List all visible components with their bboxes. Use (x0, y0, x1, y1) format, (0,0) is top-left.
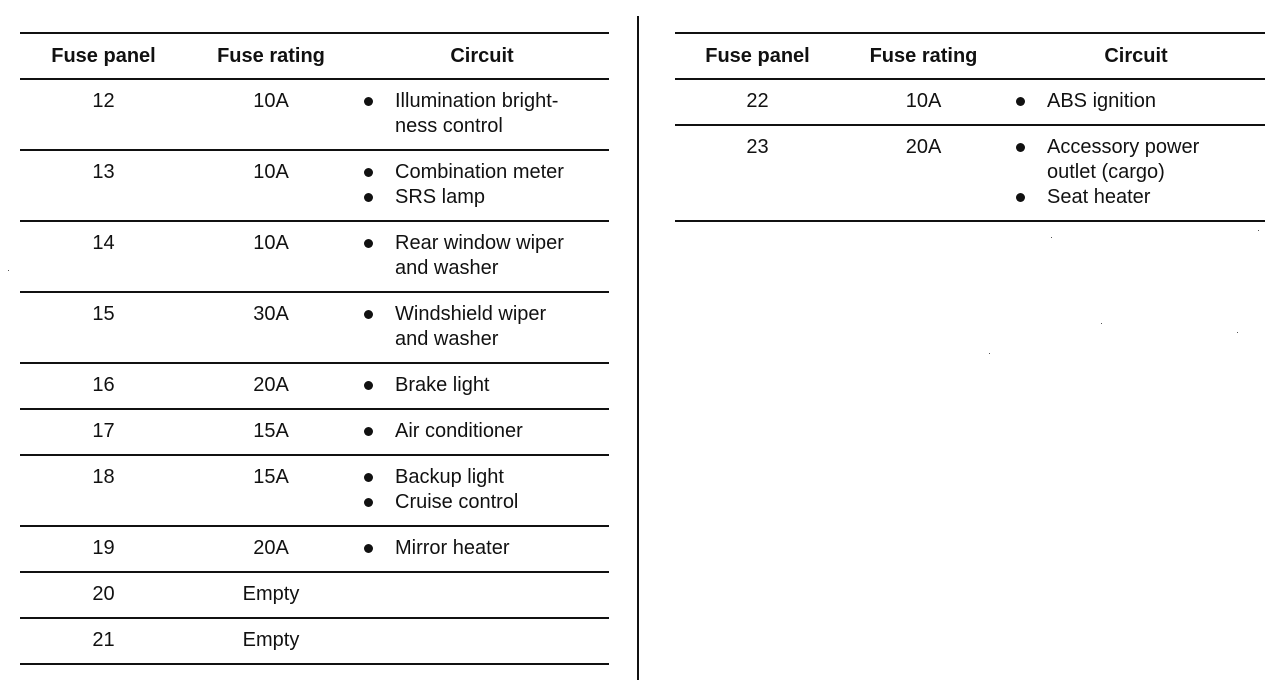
table-row (20, 292, 609, 363)
circuit-label: Backup light (395, 466, 504, 488)
circuit-item (355, 160, 609, 185)
fuse-rating-cell: 20A (187, 363, 355, 409)
circuit-label: Seat heater (1047, 186, 1151, 208)
circuit-cell (355, 455, 609, 526)
circuit-item (355, 373, 609, 398)
circuit-cell (355, 409, 609, 455)
circuit-list (355, 160, 609, 210)
fuse-panel-cell: 14 (20, 221, 187, 292)
circuit-cell (355, 572, 609, 618)
scan-speck (1051, 237, 1052, 238)
header-fuse-panel: Fuse panel (675, 33, 840, 79)
circuit-item (1007, 89, 1265, 114)
fuse-rating-cell: 10A (840, 79, 1007, 125)
circuit-list (355, 536, 609, 561)
fuse-panel-cell: 23 (675, 125, 840, 221)
table-row (675, 79, 1265, 125)
circuit-label: Air conditioner (395, 420, 523, 442)
fuse-rating-cell: 20A (187, 526, 355, 572)
circuit-list (355, 231, 609, 281)
fuse-table-left (20, 32, 609, 665)
circuit-cell (355, 150, 609, 221)
fuse-panel-cell: 20 (20, 572, 187, 618)
fuse-table-right (675, 32, 1265, 222)
circuit-item (355, 536, 609, 561)
circuit-item (355, 465, 609, 490)
fuse-rating-cell: Empty (187, 572, 355, 618)
header-circuit: Circuit (355, 33, 609, 79)
header-circuit: Circuit (1007, 33, 1265, 79)
table-row (20, 221, 609, 292)
circuit-list (355, 373, 609, 398)
circuit-cell (355, 526, 609, 572)
fuse-panel-cell: 16 (20, 363, 187, 409)
circuit-item (355, 490, 609, 515)
table-row (20, 150, 609, 221)
circuit-label: Accessory power outlet (cargo) (1047, 136, 1200, 183)
circuit-label: SRS lamp (395, 186, 486, 208)
circuit-item (355, 302, 609, 352)
circuit-item (1007, 135, 1265, 185)
fuse-panel-cell: 15 (20, 292, 187, 363)
fuse-rating-cell: 30A (187, 292, 355, 363)
fuse-rating-cell: Empty (187, 618, 355, 664)
table-row (20, 526, 609, 572)
scan-speck (1237, 332, 1238, 333)
circuit-label: Rear window wiper and washer (395, 232, 564, 279)
fuse-rating-cell: 10A (187, 150, 355, 221)
header-row (675, 33, 1265, 79)
table-row (20, 455, 609, 526)
fuse-rating-cell: 10A (187, 221, 355, 292)
table-row (20, 409, 609, 455)
circuit-cell (355, 221, 609, 292)
circuit-cell (1007, 125, 1265, 221)
fuse-panel-cell: 12 (20, 79, 187, 150)
circuit-list (355, 465, 609, 515)
fuse-rating-cell: 15A (187, 409, 355, 455)
table-row (20, 572, 609, 618)
fuse-rating-cell: 15A (187, 455, 355, 526)
circuit-item (355, 89, 609, 139)
header-row (20, 33, 609, 79)
scan-speck (989, 353, 990, 354)
fuse-panel-cell: 18 (20, 455, 187, 526)
fuse-panel-cell: 21 (20, 618, 187, 664)
circuit-item (355, 231, 609, 281)
header-fuse-rating: Fuse rating (840, 33, 1007, 79)
circuit-list (355, 89, 609, 139)
circuit-list (355, 302, 609, 352)
header-fuse-panel: Fuse panel (20, 33, 187, 79)
table-row (675, 125, 1265, 221)
fuse-panel-cell: 22 (675, 79, 840, 125)
circuit-item (355, 185, 609, 210)
fuse-rating-cell: 10A (187, 79, 355, 150)
table-row (20, 618, 609, 664)
circuit-cell (1007, 79, 1265, 125)
fuse-rating-cell: 20A (840, 125, 1007, 221)
table-row (20, 79, 609, 150)
circuit-label: Cruise control (395, 491, 519, 513)
circuit-label: Brake light (395, 374, 490, 396)
circuit-label: Windshield wiper and washer (395, 303, 547, 350)
circuit-label: Illumination bright- ness control (395, 90, 559, 137)
scan-speck (1258, 230, 1259, 231)
circuit-label: Mirror heater (395, 537, 510, 559)
circuit-cell (355, 363, 609, 409)
circuit-label: Combination meter (395, 161, 564, 183)
circuit-cell (355, 618, 609, 664)
scan-speck (8, 270, 9, 271)
circuit-item (355, 419, 609, 444)
circuit-list (355, 419, 609, 444)
circuit-cell (355, 79, 609, 150)
circuit-item (1007, 185, 1265, 210)
circuit-list (1007, 89, 1265, 114)
circuit-label: ABS ignition (1047, 90, 1156, 112)
table-row (20, 363, 609, 409)
scan-speck (1101, 323, 1102, 324)
fuse-panel-cell: 19 (20, 526, 187, 572)
fuse-panel-cell: 17 (20, 409, 187, 455)
fuse-panel-cell: 13 (20, 150, 187, 221)
header-fuse-rating: Fuse rating (187, 33, 355, 79)
column-divider (637, 16, 639, 680)
circuit-list (1007, 135, 1265, 210)
circuit-cell (355, 292, 609, 363)
